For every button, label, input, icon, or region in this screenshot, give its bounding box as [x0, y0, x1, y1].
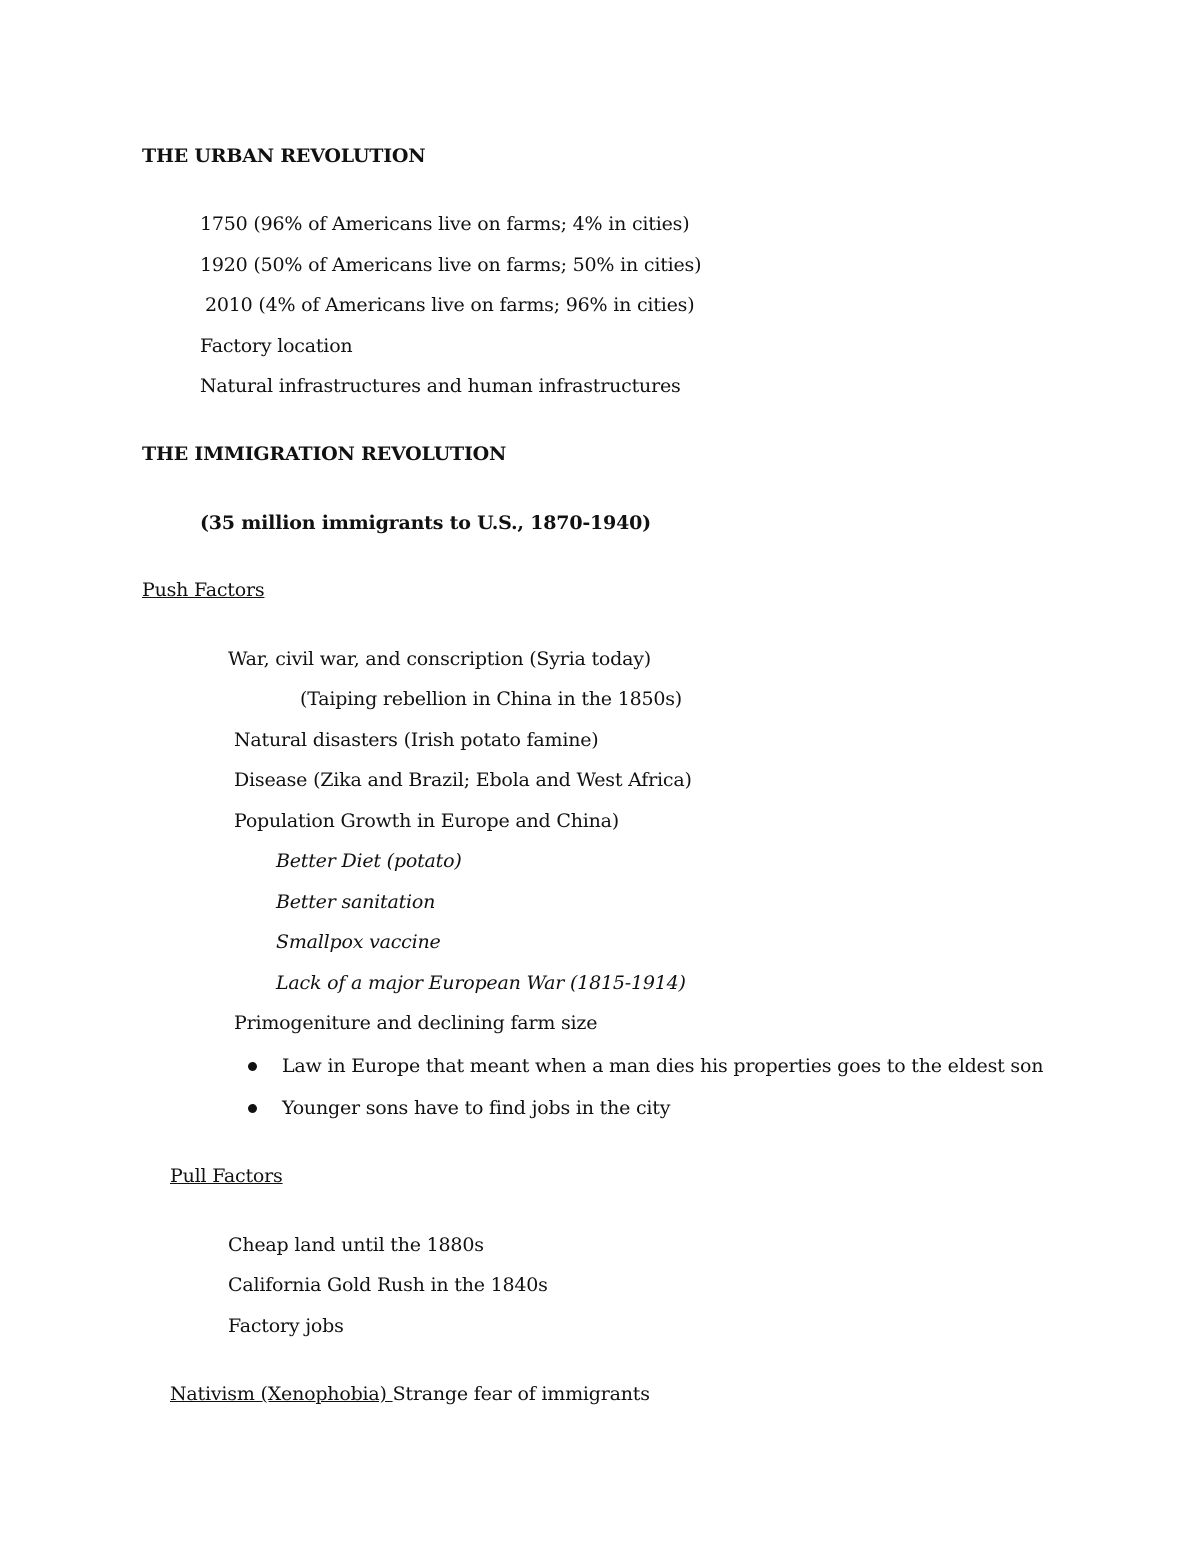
pull-item-factory-jobs: Factory jobs	[228, 1315, 344, 1337]
urban-item-1920: 1920 (50% of Americans live on farms; 50% in cities)	[200, 254, 702, 276]
immigration-subheading: (35 million immigrants to U.S., 1870-1940)	[200, 512, 651, 534]
push-factors-heading: Push Factors	[142, 579, 265, 601]
nativism-line	[170, 1382, 650, 1406]
push-item-natural-disasters: Natural disasters (Irish potato famine)	[234, 729, 599, 751]
pull-item-gold-rush: California Gold Rush in the 1840s	[228, 1274, 548, 1296]
urban-heading: THE URBAN REVOLUTION	[142, 145, 426, 167]
primogeniture-bullet-law: Law in Europe that meant when a man dies his properties goes to the eldest son	[282, 1055, 1044, 1077]
push-item-disease: Disease (Zika and Brazil; Ebola and West Africa)	[234, 769, 692, 791]
pull-factors-heading: Pull Factors	[170, 1165, 283, 1187]
urban-item-factory-location: Factory location	[200, 335, 353, 357]
population-reason-diet: Better Diet (potato)	[276, 850, 462, 872]
population-reason-smallpox: Smallpox vaccine	[276, 931, 441, 953]
primogeniture-bullet-younger-sons: Younger sons have to find jobs in the city	[282, 1097, 671, 1119]
nativism-term: Nativism (Xenophobia)	[170, 1383, 393, 1405]
push-item-taiping: (Taiping rebellion in China in the 1850s)	[300, 688, 683, 710]
urban-item-infrastructures: Natural infrastructures and human infrastructures	[200, 375, 681, 397]
bullet-dot-icon	[248, 1062, 257, 1071]
bullet-dot-icon	[248, 1104, 257, 1113]
push-item-war: War, civil war, and conscription (Syria today)	[228, 648, 652, 670]
push-item-population-growth: Population Growth in Europe and China)	[234, 810, 619, 832]
pull-item-cheap-land: Cheap land until the 1880s	[228, 1234, 484, 1256]
population-reason-sanitation: Better sanitation	[276, 891, 436, 913]
urban-item-1750: 1750 (96% of Americans live on farms; 4% in cities)	[200, 213, 690, 235]
immigration-heading: THE IMMIGRATION REVOLUTION	[142, 443, 507, 465]
population-reason-no-war: Lack of a major European War (1815-1914)	[276, 972, 686, 994]
nativism-definition: Strange fear of immigrants	[392, 1383, 650, 1405]
urban-item-2010: 2010 (4% of Americans live on farms; 96% in cities)	[205, 294, 695, 316]
push-item-primogeniture: Primogeniture and declining farm size	[234, 1012, 598, 1034]
